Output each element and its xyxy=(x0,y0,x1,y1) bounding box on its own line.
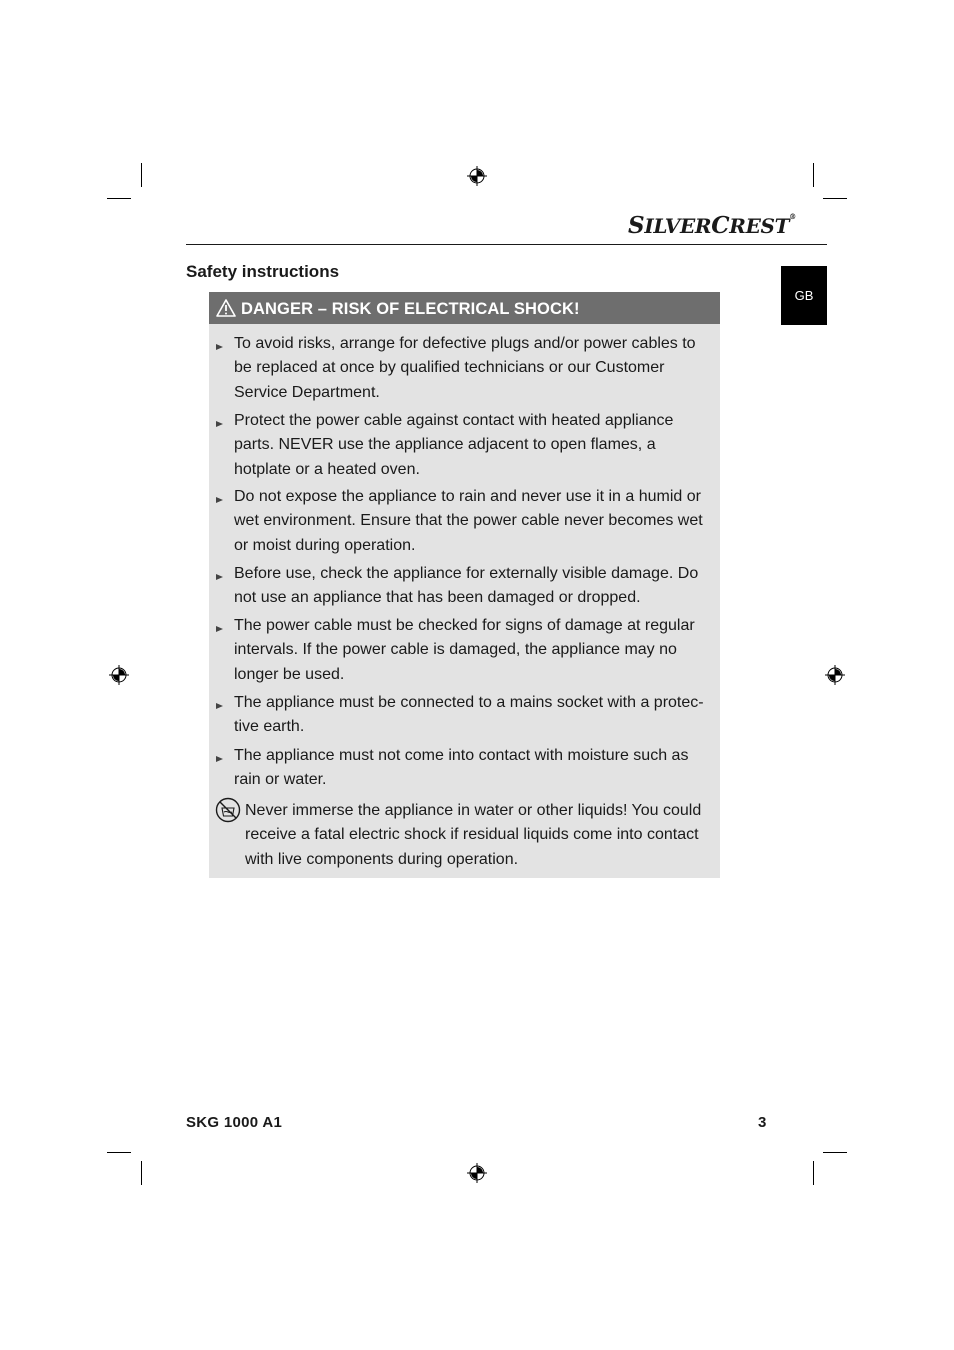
list-item-text: Do not expose the appliance to rain and never use it in a humid or wet environment. Ensure that the power cable never becomes wet or moist during operation. xyxy=(234,488,703,554)
bullet-arrow-icon xyxy=(216,574,223,580)
brand-logo: SILVERCREST® xyxy=(628,212,796,239)
crop-mark xyxy=(141,1161,142,1185)
bullet-arrow-icon xyxy=(216,756,223,762)
warning-triangle-icon xyxy=(216,299,236,317)
language-tab: GB xyxy=(781,266,827,325)
danger-warning-box xyxy=(209,292,720,878)
immersion-note: Never immerse the appliance in water or other liquids! You could receive a fatal electric shock if residual liquids come into contact with live components during operation. xyxy=(245,802,702,868)
bullet-arrow-icon xyxy=(216,497,223,503)
warning-title: DANGER – RISK OF ELECTRICAL SHOCK! xyxy=(241,300,580,318)
crop-mark xyxy=(823,1152,847,1153)
section-title: Safety instructions xyxy=(186,262,340,281)
crop-mark xyxy=(823,198,847,199)
crop-mark xyxy=(141,163,142,187)
header-divider xyxy=(186,244,827,245)
crop-mark xyxy=(813,163,814,187)
list-item-text: The appliance must be connected to a mains socket with a protec-tive earth. xyxy=(234,694,704,736)
registration-mark-icon xyxy=(467,1163,487,1183)
registration-mark-icon xyxy=(467,166,487,186)
list-item-text: The power cable must be checked for signs of damage at regular intervals. If the power cable is damaged, the appliance may no longer be used. xyxy=(234,617,695,683)
bullet-arrow-icon xyxy=(216,421,223,427)
list-item-text: The appliance must not come into contact with moisture such as rain or water. xyxy=(234,747,689,789)
no-immersion-icon xyxy=(215,797,241,823)
warning-header xyxy=(209,292,720,324)
bullet-arrow-icon xyxy=(216,626,223,632)
crop-mark xyxy=(107,1152,131,1153)
crop-mark xyxy=(813,1161,814,1185)
list-item-text: To avoid risks, arrange for defective plugs and/or power cables to be replaced at once by qualified technicians or our Customer Service Department. xyxy=(234,335,696,401)
crop-mark xyxy=(107,198,131,199)
list-item-text: Protect the power cable against contact with heated appliance parts. NEVER use the appliance adjacent to open flames, a hotplate or a heated oven. xyxy=(234,412,674,478)
model-number: SKG 1000 A1 xyxy=(186,1114,283,1131)
list-item-text: Before use, check the appliance for externally visible damage. Do not use an appliance that has been damaged or dropped. xyxy=(234,565,699,607)
registration-mark-icon xyxy=(109,665,129,685)
bullet-arrow-icon xyxy=(216,703,223,709)
bullet-arrow-icon xyxy=(216,344,223,350)
page-number: 3 xyxy=(758,1114,767,1131)
registration-mark-icon xyxy=(825,665,845,685)
